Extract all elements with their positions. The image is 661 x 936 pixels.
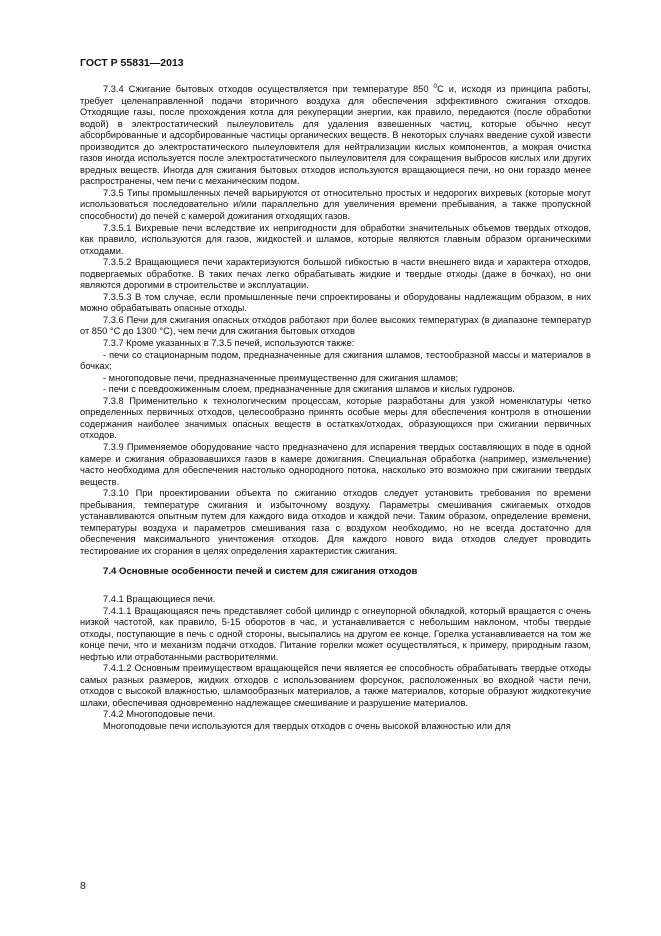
paragraph-7-4-1-2: 7.4.1.2 Основным преимуществом вращающейся печи является ее способность обрабатывать твердые отходы самых разных размеров, жидких отходов с использованием форсунок, расположенных во входной части печи, отходов с высокой влажностью, шламообразных материалов, а также материалов, которые образуют жидкотекучие шлаки, обеспечивая одновременно надлежащее смешивание и разрушение материалов. (80, 663, 591, 708)
list-item: - печи со стационарным подом, предназначенные для сжигания шламов, тестообразной массы и материалов в бочках; (80, 349, 591, 372)
paragraph-7-3-10: 7.3.10 При проектировании объекта по сжиганию отходов следует установить требования по времени пребывания, температуре сжигания и избыточному воздуху. Параметры смешивания сжигаемых отходов устанавливаются опытным путем для каждого вида отходов и каждой печи. Таким образом, определение времени, температуры воздуха и параметров смешивания газа с воздухом необходимо, но не всегда достаточно для обеспечения максимального уничтожения отходов. Для каждого нового вида отходов следует проводить тестирование их сгорания в целях определения характеристик сжигания. (80, 488, 591, 556)
paragraph-7-3-5: 7.3.5 Типы промышленных печей варьируются от относительно простых и недорогих вихревых (которые могут использоваться последовательно и/или параллельно для увеличения времени пребывания, а также пропускной способности) до печей с камерой дожигания отходящих газов. (80, 187, 591, 222)
page-number: 8 (80, 880, 86, 892)
paragraph-7-3-7: 7.3.7 Кроме указанных в 7.3.5 печей, используются также: (103, 338, 355, 349)
degree-superscript: 0 (433, 82, 438, 90)
paragraph-7-3-5-3: 7.3.5.3 В том случае, если промышленные печи спроектированы и оборудованы надлежащим образом, в них можно обрабатывать опасные отходы. (80, 291, 591, 314)
paragraph-7-4-2: 7.4.2 Многоподовые печи. (103, 709, 216, 720)
document-header: ГОСТ Р 55831—2013 (80, 57, 184, 69)
paragraph-7-3-5-1: 7.3.5.1 Вихревые печи вследствие их непригодности для обработки значительных объемов твердых отходов, как правило, используются для газов, жидкостей и шламов, которые являются главным образом органическими отходами. (80, 222, 591, 256)
paragraph-text: 7.3.4 Сжигание бытовых отходов осуществляется при температуре 850 (103, 84, 434, 94)
paragraph-7-4-1-1: 7.4.1.1 Вращающаяся печь представляет собой цилиндр с огнеупорной обкладкой, который вращается с очень низкой частотой, как правило, 5-15 оборотов в час, и устанавливается с небольшим наклоном, чтобы твердые отходы, поступающие в печь с одной стороны, высыпались на другом ее конце. Горелка устанавливается на том же конце печи, что и механизм подачи отходов. Питание горелки может осуществляться, к примеру, природным газом, нефтью или отработанными растворителями. (80, 605, 591, 662)
paragraph-7-3-9: 7.3.9 Применяемое оборудование часто предназначено для испарения твердых составляющих в поде в одной камере и сжигания образовавшихся газов в камере дожигания. Специальная обработка (например, измельчение) часто необходима для обеспечения настолько однородного потока, насколько это возможно при сжигании твердых веществ. (80, 441, 591, 487)
paragraph-7-4-2-text: Многоподовые печи используются для твердых отходов с очень высокой влажностью или для (103, 720, 511, 731)
paragraph-7-3-4 (80, 84, 591, 188)
paragraph-7-3-6: 7.3.6 Печи для сжигания опасных отходов работают при более высоких температурах (в диапазоне температур от 850 °С до 1300 °С), чем печи для сжигания бытовых отходов (80, 314, 591, 337)
paragraph-7-3-5-2: 7.3.5.2 Вращающиеся печи характеризуются большой гибкостью в части внешнего вида и характера отходов, подвергаемых обработке. В таких печах легко обрабатывать жидкие и твердые отходы (даже в бочках), но они являются дорогими в строительстве и эксплуатации. (80, 257, 591, 291)
list-item: - многоподовые печи, предназначенные преимущественно для сжигания шламов; (103, 372, 459, 383)
page-body (80, 84, 591, 733)
section-heading: 7.4 Основные особенности печей и систем для сжигания отходов (103, 566, 418, 578)
paragraph-7-3-8: 7.3.8 Применительно к технологическим процессам, которые разработаны для узкой номенклатуры четко определенных первичных отходов, целесообразно принять особые меры для обеспечения контроля в отношении содержания наиболее значимых опасных веществ в остатках/отходах, образующихся при сжигании первичных отходов. (80, 395, 591, 441)
paragraph-7-4-1: 7.4.1 Вращающиеся печи. (103, 593, 216, 604)
list-item: - печи с псевдоожиженным слоем, предназначенные для сжигания шламов и кислых гудронов. (103, 384, 515, 395)
paragraph-text: С и, исходя из принципа работы, требует целенаправленной подачи вторичного воздуха для обеспечения эффективного сжигания отходов. Отходящие газы, после прохождения котла для рекуперации энергии, как правило, передаются (после обработки водой) в электростатический пылеуловитель для удаления взвешенных частиц, которые обычно несут абсорбированные и адсорбированные частицы органических веществ. В некоторых случаях введение сухой извести производится до электростатического пылеуловителя для нейтрализации кислых компонентов, а мокрая очистка газов иногда используется после электростатического пылеуловителя для сокращения выбросов кислых или других вредных веществ. Иногда для сжигания бытовых отходов используются вращающиеся печи, но они гораздо менее распространены, чем печи с механическим подом. (80, 84, 591, 187)
